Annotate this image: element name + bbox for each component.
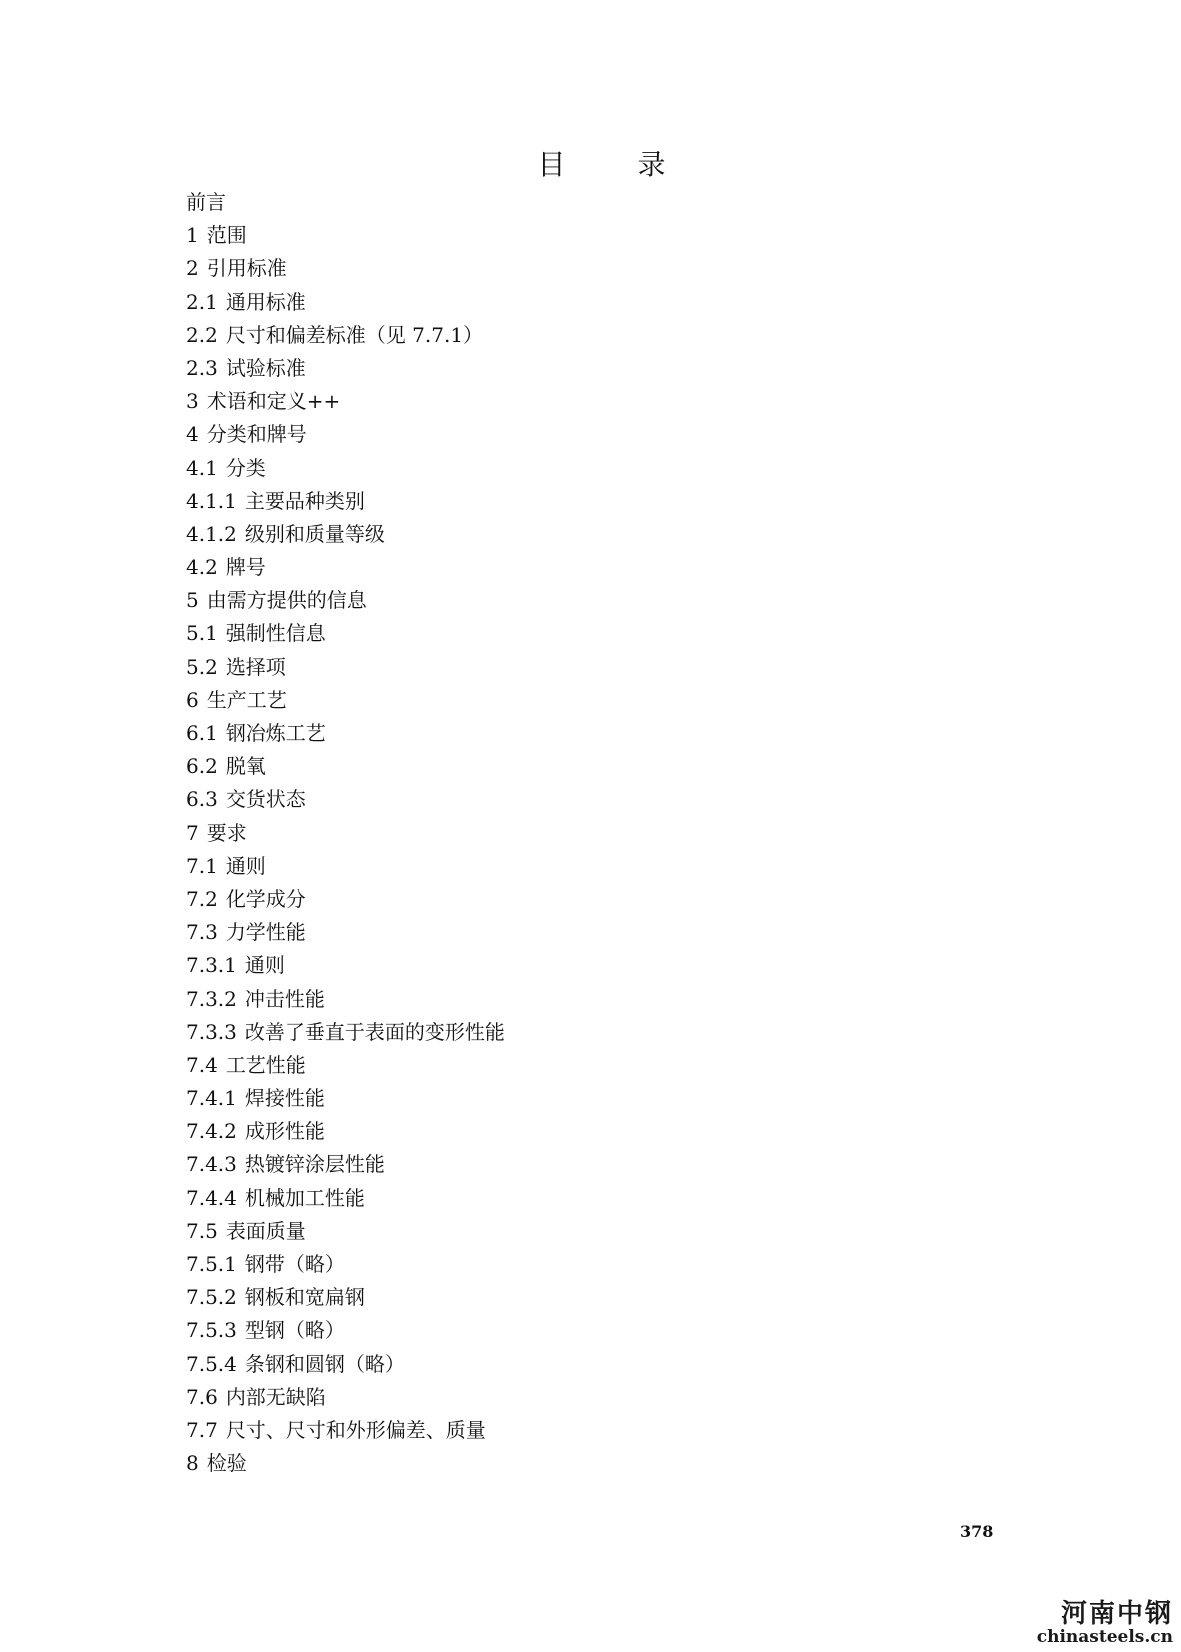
toc-entry-text: 级别和质量等级 [244,521,385,546]
toc-entry-text: 前言 [186,190,226,214]
toc-entry-text: 分类和牌号 [206,422,307,447]
toc-entry-number: 2.1 [186,289,218,314]
toc-entry-text: 脱氧 [225,754,266,779]
toc-entry [186,883,505,916]
toc-entry [186,418,505,451]
toc-entry [186,1348,505,1381]
toc-entry-text: 力学性能 [225,920,306,945]
toc-entry-text: 型钢（略） [244,1318,345,1343]
toc-entry-number: 7.6 [186,1384,218,1409]
toc-entry-text: 分类 [225,455,266,480]
toc-entry-number: 7.4.4 [186,1185,237,1210]
toc-entry [186,783,505,816]
toc-entry-number: 7 [186,820,199,845]
toc-entry-number: 6.3 [186,787,218,812]
toc-entry-text: 术语和定义++ [206,389,341,414]
toc-entry [186,186,505,219]
toc-entry [186,319,505,352]
toc-entry-text: 尺寸和偏差标准（见 7.7.1） [225,322,484,347]
toc-entry-text: 通则 [225,853,266,878]
toc-entry-text: 成形性能 [244,1119,325,1144]
toc-entry [186,1381,505,1414]
toc-entry-text: 由需方提供的信息 [206,588,367,613]
toc-entry [186,1215,505,1248]
toc-entry-number: 2.2 [186,322,218,347]
toc-entry-text: 通则 [244,953,285,978]
toc-entry-number: 7.1 [186,853,218,878]
toc-entry-text: 条钢和圆钢（略） [244,1351,405,1376]
toc-entry-number: 6.2 [186,754,218,779]
toc-entry-text: 化学成分 [225,886,306,911]
toc-entry-text: 冲击性能 [244,986,325,1011]
toc-entry-text: 试验标准 [225,355,306,380]
toc-entry-number: 7.2 [186,886,218,911]
toc-entry-text: 检验 [206,1451,247,1476]
toc-entry-number: 7.4.1 [186,1086,237,1111]
toc-entry-number: 7.5.4 [186,1351,237,1376]
page-title: 目 录 [537,148,688,181]
toc-entry-number: 1 [186,223,199,248]
toc-entry-text: 钢板和宽扁钢 [244,1285,365,1310]
toc-entry [186,1314,505,1347]
toc-entry-text: 热镀锌涂层性能 [244,1152,385,1177]
toc-entry [186,817,505,850]
toc-entry [186,850,505,883]
toc-entry [186,1115,505,1148]
toc-entry-number: 7.3.1 [186,953,237,978]
toc-entry [186,551,505,584]
toc-entry-number: 7.4.2 [186,1119,237,1144]
toc-entry-number: 4.1.1 [186,488,237,513]
toc-entry-number: 5 [186,588,199,613]
toc-entry-number: 4.1 [186,455,218,480]
toc-entry-number: 6 [186,687,199,712]
toc-entry-text: 焊接性能 [244,1086,325,1111]
toc-entry-number: 6.1 [186,721,218,745]
toc-entry-text: 钢带（略） [244,1252,345,1276]
toc-entry [186,1447,505,1480]
toc-entry-text: 通用标准 [225,289,306,314]
toc-entry-text: 引用标准 [206,256,287,281]
toc-entry [186,1182,505,1215]
toc-entry [186,1049,505,1082]
toc-entry-number: 7.3.2 [186,986,237,1011]
toc-entry [186,1148,505,1181]
toc-entry [186,750,505,783]
page-number: 378 [960,1522,994,1541]
toc-entry-number: 5.1 [186,621,218,646]
toc-entry [186,983,505,1016]
toc-entry-number: 8 [186,1451,199,1476]
toc-entry [186,1248,505,1281]
watermark-chinese: 河南中钢 [1060,1599,1173,1629]
toc-entry [186,452,505,485]
toc-entry-text: 尺寸、尺寸和外形偏差、质量 [225,1417,486,1442]
toc-entry [186,1082,505,1115]
toc-entry-number: 2.3 [186,355,218,380]
toc-entry [186,1281,505,1314]
toc-entry-number: 4.1.2 [186,521,237,546]
toc-entry [186,385,505,418]
toc-entry [186,1414,505,1447]
table-of-contents [186,186,505,1480]
toc-entry [186,485,505,518]
toc-entry-text: 表面质量 [225,1218,306,1243]
toc-entry [186,1016,505,1049]
toc-entry [186,352,505,385]
toc-entry-text: 生产工艺 [206,687,287,712]
toc-entry-text: 牌号 [225,555,266,580]
toc-entry-text: 主要品种类别 [244,488,365,513]
toc-entry-number: 7.5.1 [186,1252,237,1276]
toc-entry [186,219,505,252]
toc-entry [186,617,505,650]
toc-entry [186,684,505,717]
toc-entry-text: 钢冶炼工艺 [225,721,326,745]
toc-entry [186,286,505,319]
toc-entry-number: 7.3.3 [186,1019,237,1044]
toc-entry-text: 工艺性能 [225,1052,306,1077]
toc-entry-number: 7.5.3 [186,1318,237,1343]
toc-entry-number: 7.5 [186,1218,218,1243]
toc-entry-text: 要求 [206,820,247,845]
toc-entry-text: 改善了垂直于表面的变形性能 [244,1019,505,1044]
toc-entry-number: 7.5.2 [186,1285,237,1310]
toc-entry [186,651,505,684]
toc-entry-number: 4.2 [186,555,218,580]
toc-entry-number: 7.4.3 [186,1152,237,1177]
toc-entry-text: 内部无缺陷 [225,1384,326,1409]
toc-entry-number: 4 [186,422,199,447]
toc-entry-text: 机械加工性能 [244,1185,365,1210]
toc-entry [186,717,505,750]
toc-entry [186,518,505,551]
toc-entry-text: 交货状态 [225,787,306,812]
toc-entry [186,584,505,617]
toc-entry-text: 选择项 [225,654,286,679]
toc-entry-text: 范围 [206,223,247,248]
toc-entry-text: 强制性信息 [225,621,326,646]
toc-entry [186,252,505,285]
toc-entry-number: 7.3 [186,920,218,945]
watermark-logo [1037,1600,1173,1646]
watermark-url: chinasteels.cn [1036,1627,1173,1647]
toc-entry-number: 3 [186,389,199,414]
toc-entry-number: 7.4 [186,1052,218,1077]
toc-entry-number: 7.7 [186,1417,218,1442]
toc-entry [186,949,505,982]
toc-entry [186,916,505,949]
toc-entry-number: 5.2 [186,654,218,679]
toc-entry-number: 2 [186,256,199,281]
